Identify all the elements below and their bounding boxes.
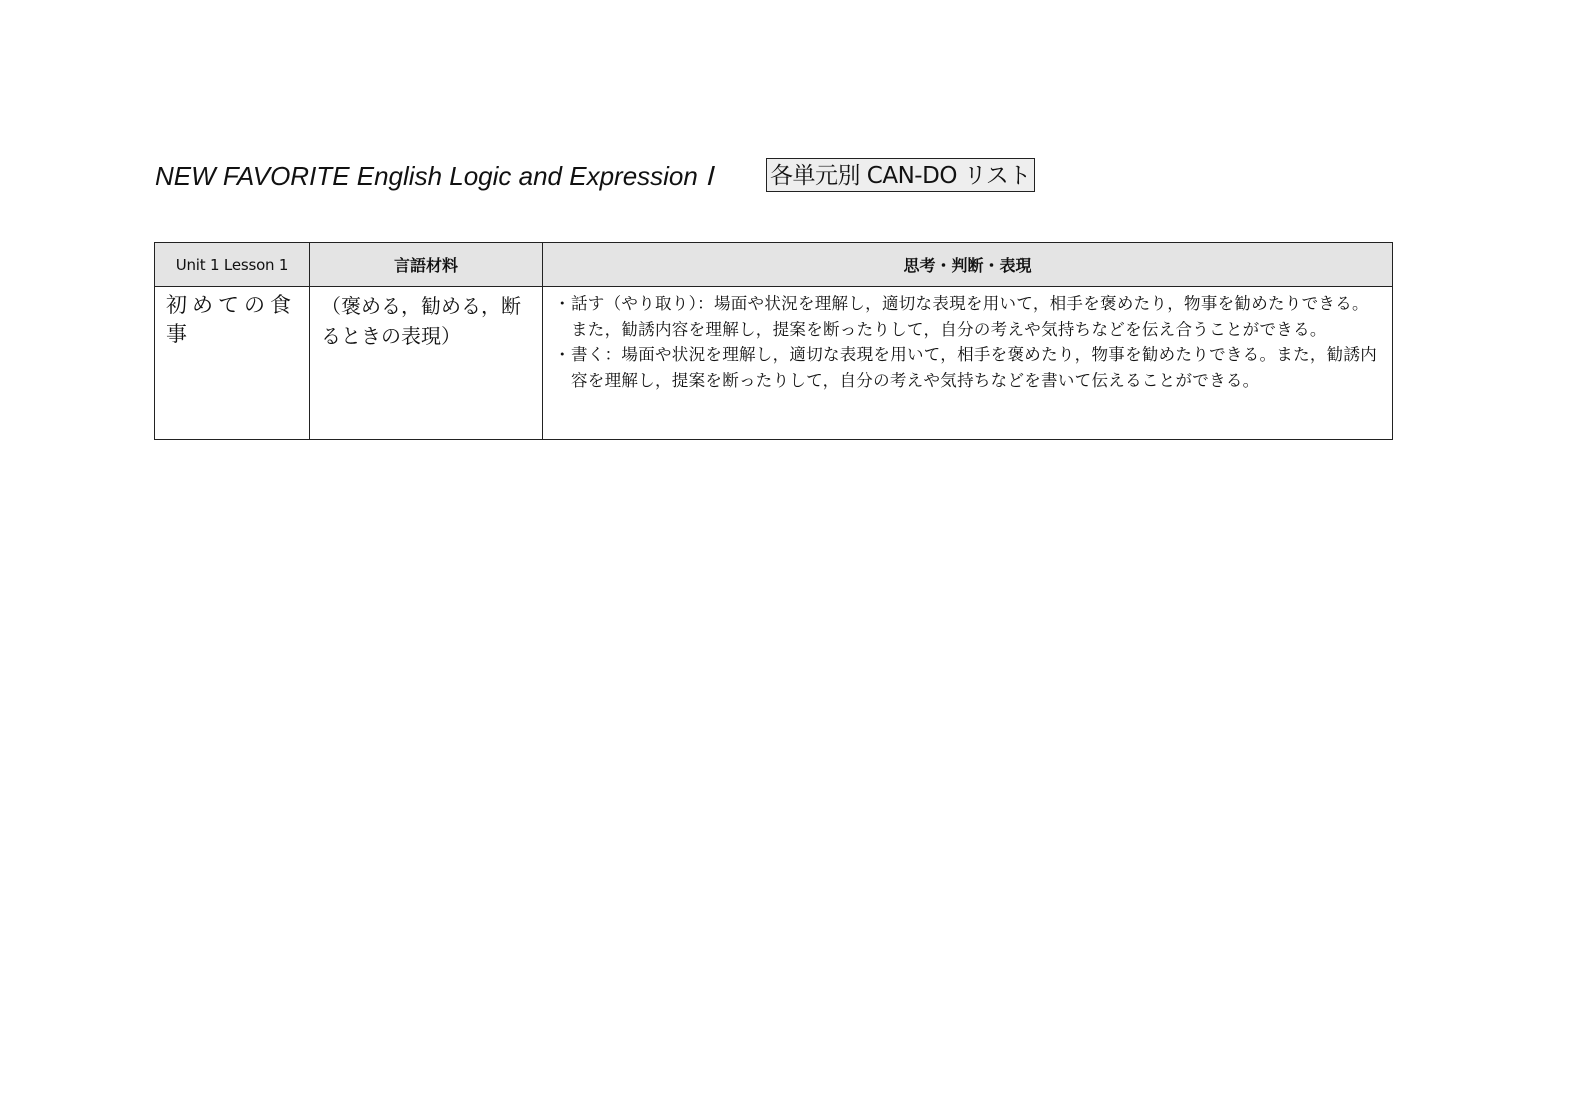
- bullet-mark: ・: [554, 345, 571, 364]
- column-header-unit: Unit 1 Lesson 1: [155, 243, 310, 287]
- document-title: NEW FAVORITE English Logic and Expression Ⅰ: [155, 160, 713, 191]
- column-header-thinking-judgment-expression: 思考・判断・表現: [543, 243, 1393, 287]
- table-header-row: [155, 243, 1393, 287]
- page-header: [155, 158, 713, 194]
- table-row: [155, 287, 1393, 440]
- skill-item-speaking: [554, 291, 1382, 342]
- lesson-title-cell: 初めての食事: [155, 287, 310, 440]
- skill-text: 書く：場面や状況を理解し，適切な表現を用いて，相手を褒めたり，物事を勧めたりできる。また，勧誘内容を理解し，提案を断ったりして，自分の考えや気持ちなどを書いて伝えることができる。: [571, 345, 1378, 390]
- column-header-language-material: 言語材料: [310, 243, 543, 287]
- skills-cell: [543, 287, 1393, 440]
- bullet-mark: ・: [554, 294, 571, 313]
- skill-item-writing: [554, 342, 1382, 393]
- language-material-cell: （褒める，勧める，断るときの表現）: [310, 287, 543, 440]
- can-do-list-badge: 各単元別 CAN-DO リスト: [766, 158, 1035, 192]
- can-do-table: [154, 242, 1393, 440]
- skill-text: 話す（やり取り）：場面や状況を理解し，適切な表現を用いて，相手を褒めたり，物事を勧めたりできる。また，勧誘内容を理解し，提案を断ったりして，自分の考えや気持ちなどを伝え合うことができる。: [571, 294, 1369, 339]
